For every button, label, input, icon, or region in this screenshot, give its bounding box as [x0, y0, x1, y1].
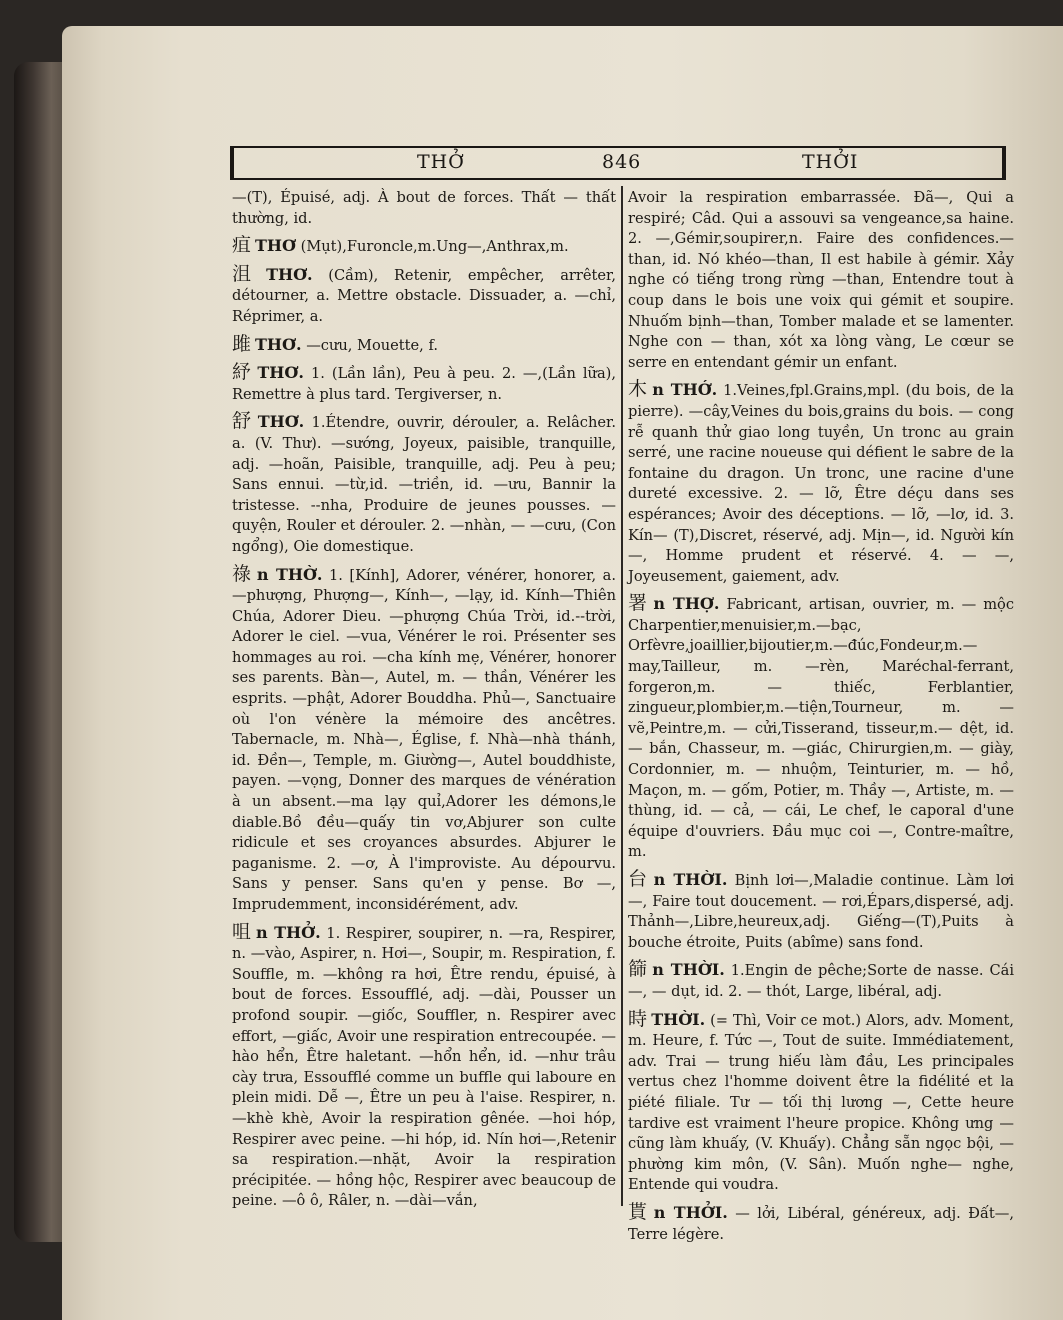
dictionary-entry — [628, 379, 1014, 587]
dictionary-entry — [232, 922, 616, 1212]
entry-definition: 1. (Lần lần), Peu à peu. 2. —,(Lần lữa), Remettre à plus tard. Tergiverser, n. — [232, 365, 616, 403]
entry-character: 篩 — [628, 958, 649, 981]
dictionary-entry — [232, 411, 616, 557]
entry-headword: THƠ. — [266, 264, 313, 284]
entry-character: 咀 — [232, 920, 252, 943]
entry-definition: Fabricant, artisan, ouvrier, m. — mộc Charpentier,menuisier,m.—bạc, Orfèvre,joaillier,bijoutier,m.—đúc,Fondeur,m.—may,Tailleur, m. —rèn, Maréchal-ferrant, forgeron,m. — thiếc, Ferblantier, zingueur,plombier,m.—tiện,Tourneur, m. —vẽ,Peintre,m. — cửi,Tisserand, tisseur,m.— dệt, id. — bắn, Chasseur, m. —giác, Chirurgien,m. — giày, Cordonnier, m. — nhuộm, Teinturier, m. — hồ, Maçon, m. — gốm, Potier, m. Thầy —, Artiste, m. — thùng, id. — cả, — cái, Le chef, le caporal d'une équipe d'ouvriers. Đầu mục coi —, Contre-maître, m. — [628, 596, 1015, 861]
entry-character: 台 — [628, 868, 650, 890]
entry-headword: n THỞI. — [653, 1202, 728, 1222]
left-continuation: —(T), Épuisé, adj. À bout de forces. Thất — thất thường, id. — [232, 189, 616, 227]
entry-headword: n THỜ. — [256, 564, 323, 584]
entry-definition: 1. [Kính], Adorer, vénérer, honorer, a. —phượng, Phượng—, Kính—, —lạy, id. Kính—Thiên Chúa, Adorer Dieu. —phượng Chúa Trời, id.--trời, Adorer le ciel. —vua, Vénérer le roi. Présenter ses hommages au roi. —cha kính mẹ, Vénérer, honorer ses parents. Bàn—, Autel, m. — thần, Vénérer les esprits. —phật, Adorer Bouddha. Phủ—, Sanctuaire où l'on vénère la mémoire des ancêtres. Tabernacle, m. Nhà—, Église, f. Nhà—nhà thánh, id. Đền—, Temple, m. Giường—, Autel bouddhiste, payen. —vọng, Donner des marques de vénération à un absent.—ma lạy quỉ,Adorer les démons,le diable.Bồ đều—quấy tin vơ,Abjurer son culte ridicule et ses croyances absurdes. Abjurer le paganisme. 2. —ơ, À l'improviste. Au dépourvu. Sans y penser. Sans qu'en y pense. Bơ —, Imprudemment, inconsidérément, adv. — [232, 566, 617, 913]
entry-definition: (= Thì, Voir ce mot.) Alors, adv. Moment, m. Heure, f. Tức —, Tout de suite. Immédiatement, adv. Trai — trung hiếu làm đầu, Les principales vertus chez l'homme doivent être la fidélité et la piété filiale. Tư — tối thị lương —, Cette heure tardive est vraiment l'heure propice. Không ưng — cũng làm khuấy, (V. Khuấy). Chẳng sẵn ngọc bội, — phường kim môn, (V. Sân). Muốn nghe— nghe, Entende qui voudra. — [628, 1011, 1014, 1194]
right-column — [628, 188, 1014, 1251]
entry-definition: — lởi, Libéral, généreux, adj. Đất—, Terre légère. — [628, 1204, 1014, 1243]
dictionary-entry — [232, 264, 616, 328]
dictionary-entry — [628, 593, 1014, 863]
entry-character: 雎 — [232, 332, 252, 355]
entry-definition: 1. Respirer, soupirer, n. —ra, Respirer, n. —vào, Aspirer, n. Hơi—, Soupir, m. Respiration, f. Souffle, m. —không ra hơi, Être rendu, épuisé, à bout de forces. Essoufflé, adj. —dài, Pousser un profond soupir. —giốc, Souffler, n. Respirer avec effort, —giấc, Avoir une respiration entrecoupée. —hào hển, Être haletant. —hổn hển, id. —như trâu cày trưa, Essoufflé comme un buffle qui laboure en plein midi. Dễ —, Être un peu à l'aise. Respirer, n. —khè khè, Avoir la respiration gênée. —hoi hóp, Respirer avec peine. —hi hóp, id. Nín hơi—,Retenir sa respiration.—nhặt, Avoir la respiration précipitée. — hồng hộc, Respirer avec beaucoup de peine. —ô ô, Râler, n. —dài—vắn, — [232, 924, 616, 1210]
entry-character: 署 — [628, 592, 650, 615]
entry-definition: —cưu, Mouette, f. — [306, 336, 438, 354]
dictionary-entry — [628, 959, 1014, 1002]
entry-headword: THƠ — [255, 236, 296, 256]
page-number: 846 — [602, 151, 642, 173]
entry-character: 疽 — [232, 234, 252, 257]
entry-definition: 1.Veines,fpl.Grains,mpl. (du bois, de la pierre). —cây,Veines du bois,grains du bois. — cong rễ quanh thử giao long tuyền, Un tronc au grain serré, une racine noueuse qui défient le sabre de la fontaine du dragon. Un tronc, une racine d'une dureté excessive. 2. — lỡ, Être déçu dans ses espérances; Avoir des déceptions. — lỡ, —lơ, id. 3. Kín— (T),Discret, réservé, adj. Mịn—, id. Người kín—, Homme prudent et réservé. 4. — —, Joyeusement, gaiement, adv. — [628, 382, 1015, 585]
entry-character: 時 — [628, 1007, 648, 1030]
running-header — [232, 146, 1004, 180]
left-column — [232, 188, 616, 1218]
entry-character: 祿 — [232, 562, 253, 585]
right-continuation: Avoir la respiration embarrassée. Đã—, Qui a respiré; Câd. Qui a assouvi sa vengeance,sa haine. 2. —,Gémir,soupirer,n. Faire des confidences.—than, id. Nó khéo—than, Il est habile à gémir. Xảy nghe có tiếng trong rừng —than, Entendre tout à coup dans le bois une voix qui gémit et soupire. Nhuốm bịnh—than, Tomber malade et se lamenter. Nghe con — than, xót xa lòng vàng, Le cœur se serre en entendant gémir un enfant. — [628, 189, 1014, 371]
header-left-word: THỞ — [417, 151, 465, 173]
entry-definition: 1.Engin de pêche;Sorte de nasse. Cái —, — dụt, id. 2. — thót, Large, libéral, adj. — [628, 962, 1014, 1000]
dictionary-entry — [232, 362, 616, 405]
dictionary-entry — [628, 1009, 1014, 1196]
dictionary-entry — [232, 564, 616, 916]
dictionary-entry — [628, 869, 1014, 953]
entry-headword: THƠ. — [255, 334, 302, 354]
column-divider — [621, 186, 623, 1206]
entry-headword: THƠ. — [257, 363, 304, 383]
entry-definition: (Cầm), Retenir, empêcher, arrêter, détourner, a. Mettre obstacle. Dissuader, a. —chỉ, Réprimer, a. — [232, 266, 616, 325]
entry-character: 舒 — [232, 410, 254, 433]
entry-character: 沮 — [232, 262, 263, 285]
dictionary-entry — [232, 334, 616, 357]
header-right-word: THỞI — [802, 151, 859, 173]
entry-headword: THỜI. — [651, 1009, 706, 1029]
entry-definition: (Mụt),Furoncle,m.Ung—,Anthrax,m. — [300, 238, 569, 256]
entry-headword: n THỜI. — [653, 870, 728, 889]
entry-definition: Bịnh lơi—,Maladie continue. Làm lơi—, Faire tout doucement. — rơi,Épars,dispersé, adj. Thảnh—,Libre,heureux,adj. Giếng—(T),Puits à bouche étroite, Puits (abîme) sans fond. — [628, 872, 1014, 951]
entry-headword: n THỚ. — [652, 380, 718, 400]
entry-definition: 1.Étendre, ouvrir, dérouler, a. Relâcher. a. (V. Thư). —sướng, Joyeux, paisible, tranquille, adj. —hoãn, Paisible, tranquille, adj. Peu à peu; Sans ennui. —từ,id. —triền, id. —ưu, Bannir la tristesse. --nha, Produire de jeunes pousses. —quyện, Rouler et dérouler. 2. —nhàn, — —cưu, (Con ngổng), Oie domestique. — [232, 414, 616, 555]
dictionary-entry — [232, 235, 616, 258]
entry-headword: n THỢ. — [653, 594, 720, 614]
entry-headword: THƠ. — [257, 412, 305, 432]
entry-character: 紓 — [232, 361, 254, 384]
entry-headword: n THỞ. — [255, 922, 321, 942]
dictionary-entry — [628, 1202, 1014, 1245]
entry-headword: n THỜI. — [652, 960, 725, 980]
entry-character: 木 — [628, 378, 649, 401]
entry-character: 貰 — [628, 1200, 650, 1223]
